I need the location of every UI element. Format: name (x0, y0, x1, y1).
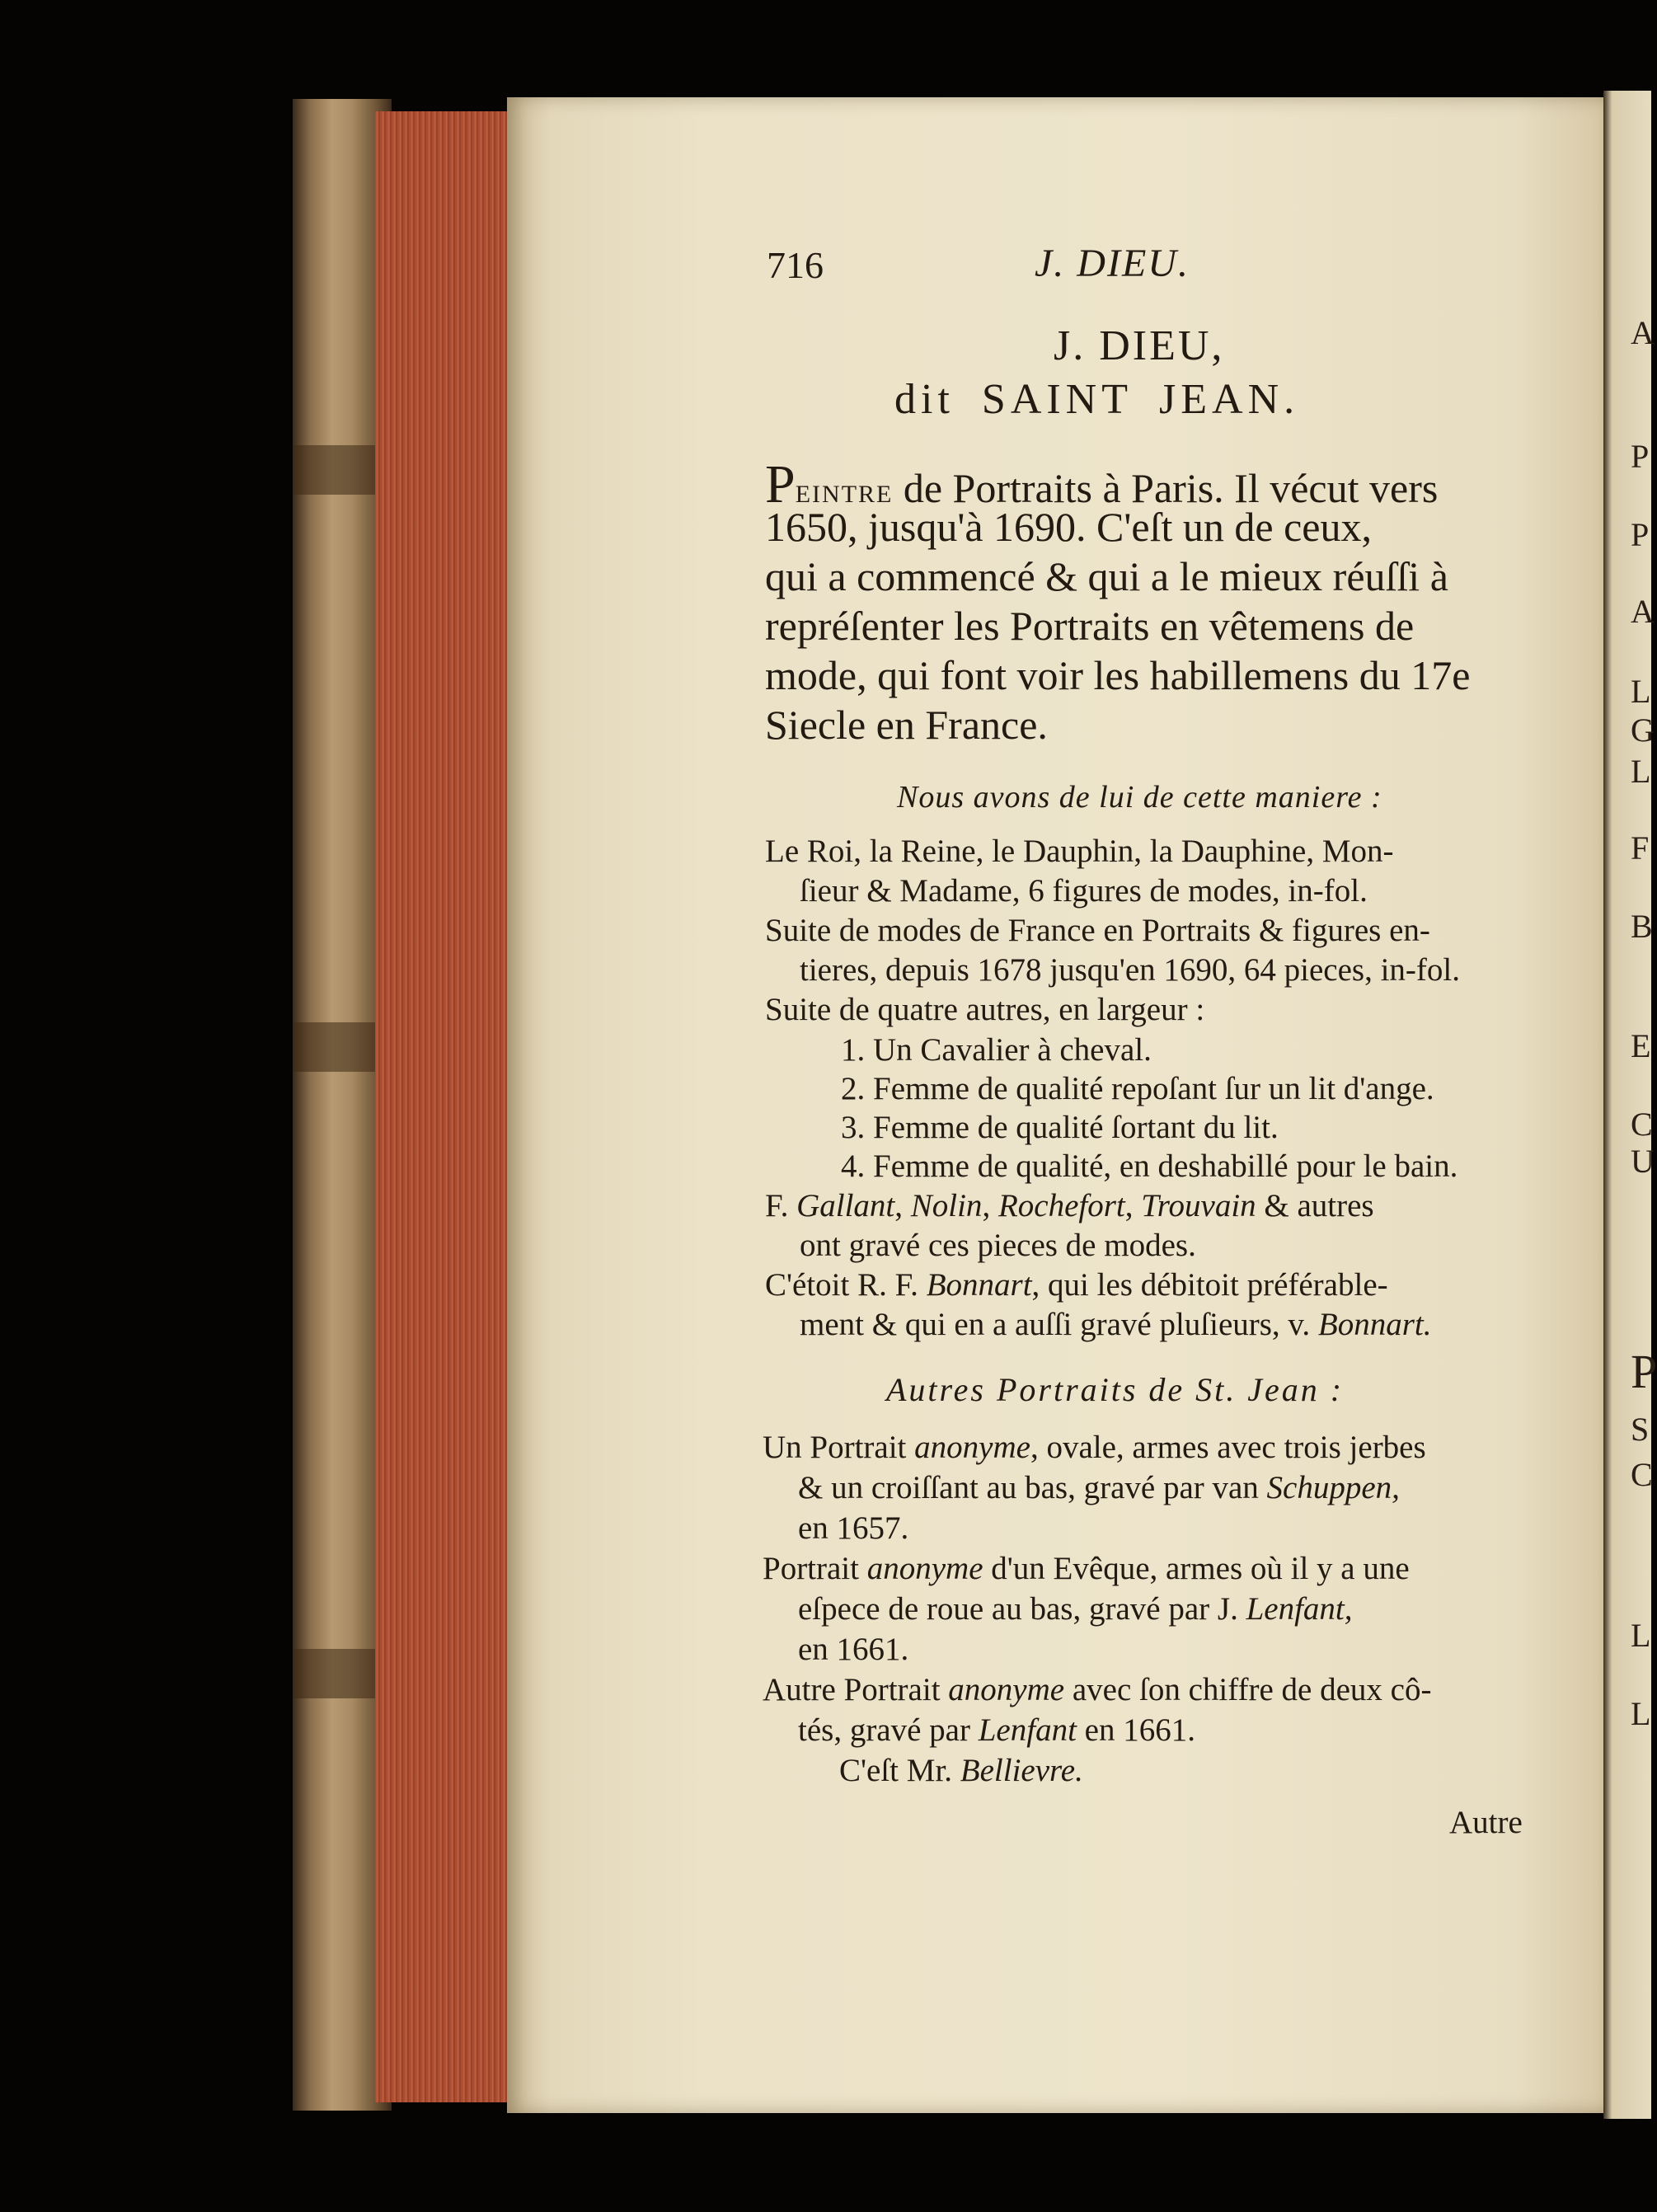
facing-letter: F (1631, 829, 1650, 866)
facing-letter: C (1631, 1456, 1653, 1493)
drop-cap: P (765, 454, 796, 514)
intro-line: Siecle en France. (765, 702, 1048, 748)
intro-line: PEINTRE de Portraits à Paris. Il vécut vers (765, 454, 1439, 514)
portrait-entry: en 1661. (798, 1632, 909, 1667)
numbered-item: 1. Un Cavalier à cheval. (841, 1032, 1152, 1068)
intro-line: repréſenter les Portraits en vêtemens de (765, 603, 1415, 649)
intro-line: qui a commencé & qui a le mieux réuſſi à (765, 553, 1448, 599)
facing-letter: L (1631, 1617, 1651, 1654)
portrait-entry: Autre Portrait anonyme avec ſon chiffre de deux cô- (763, 1672, 1432, 1707)
facing-letter: P (1631, 438, 1650, 475)
entry-subtitle: dit SAINT JEAN. (894, 376, 1300, 423)
numbered-item: 3. Femme de qualité ſortant du lit. (841, 1110, 1279, 1145)
list-entry: ſieur & Madame, 6 figures de modes, in-fol. (800, 873, 1368, 909)
facing-letter: P (1631, 1345, 1657, 1398)
section-heading: Nous avons de lui de cette maniere : (897, 780, 1382, 815)
portrait-entry: en 1657. (798, 1510, 909, 1546)
list-entry: tieres, depuis 1678 jusqu'en 1690, 64 pieces, in-fol. (800, 952, 1460, 988)
facing-letter: E (1631, 1027, 1651, 1064)
entry-title: J. DIEU, (1054, 322, 1225, 369)
facing-letter: G (1631, 712, 1655, 749)
facing-letter: L (1631, 673, 1651, 710)
intro-line: 1650, jusqu'à 1690. C'eſt un de ceux, (765, 504, 1372, 550)
catchword: Autre (1449, 1805, 1523, 1840)
facing-letter: C (1631, 1106, 1653, 1143)
page-edges (375, 111, 515, 2102)
facing-letter: L (1631, 1695, 1651, 1732)
numbered-item: 2. Femme de qualité repoſant ſur un lit d'ange. (841, 1071, 1434, 1106)
list-entry: Le Roi, la Reine, le Dauphin, la Dauphine, Mon- (765, 834, 1394, 869)
portrait-entry: Portrait anonyme d'un Evêque, armes où il y a une (763, 1551, 1410, 1586)
facing-letter: B (1631, 908, 1653, 945)
facing-letter: U (1631, 1143, 1655, 1180)
portrait-entry: & un croiſſant au bas, gravé par van Schuppen, (798, 1470, 1400, 1505)
section-heading-2: Autres Portraits de St. Jean : (886, 1371, 1345, 1408)
portrait-entry: Un Portrait anonyme, ovale, armes avec trois jerbes (763, 1430, 1426, 1465)
portrait-entry: tés, gravé par Lenfant en 1661. (798, 1712, 1195, 1748)
engravers-line: F. Gallant, Nolin, Rochefort, Trouvain & autres (765, 1188, 1374, 1223)
facing-letter: P (1631, 516, 1650, 553)
facing-letter: A (1631, 314, 1655, 351)
bonnart-line-2: ment & qui en a auſſi gravé pluſieurs, v. Bonnart. (800, 1307, 1432, 1342)
bonnart-line: C'étoit R. F. Bonnart, qui les débitoit préférable- (765, 1267, 1388, 1303)
portrait-entry: C'eſt Mr. Bellievre. (839, 1753, 1083, 1788)
facing-letter: S (1631, 1411, 1650, 1448)
engravers-line-2: ont gravé ces pieces de modes. (800, 1228, 1196, 1263)
intro-line: mode, qui font voir les habillemens du 17e (765, 652, 1471, 698)
page-number: 716 (767, 244, 824, 286)
facing-letter: L (1631, 753, 1651, 790)
list-entry: Suite de modes de France en Portraits & figures en- (765, 913, 1430, 948)
list-entry: Suite de quatre autres, en largeur : (765, 992, 1205, 1027)
numbered-item: 4. Femme de qualité, en deshabillé pour le bain. (841, 1148, 1458, 1184)
small-caps: EINTRE (795, 481, 894, 508)
facing-letter: A (1631, 593, 1655, 630)
portrait-entry: eſpece de roue au bas, gravé par J. Lenfant, (798, 1591, 1353, 1627)
running-title: J. DIEU. (1035, 242, 1190, 285)
